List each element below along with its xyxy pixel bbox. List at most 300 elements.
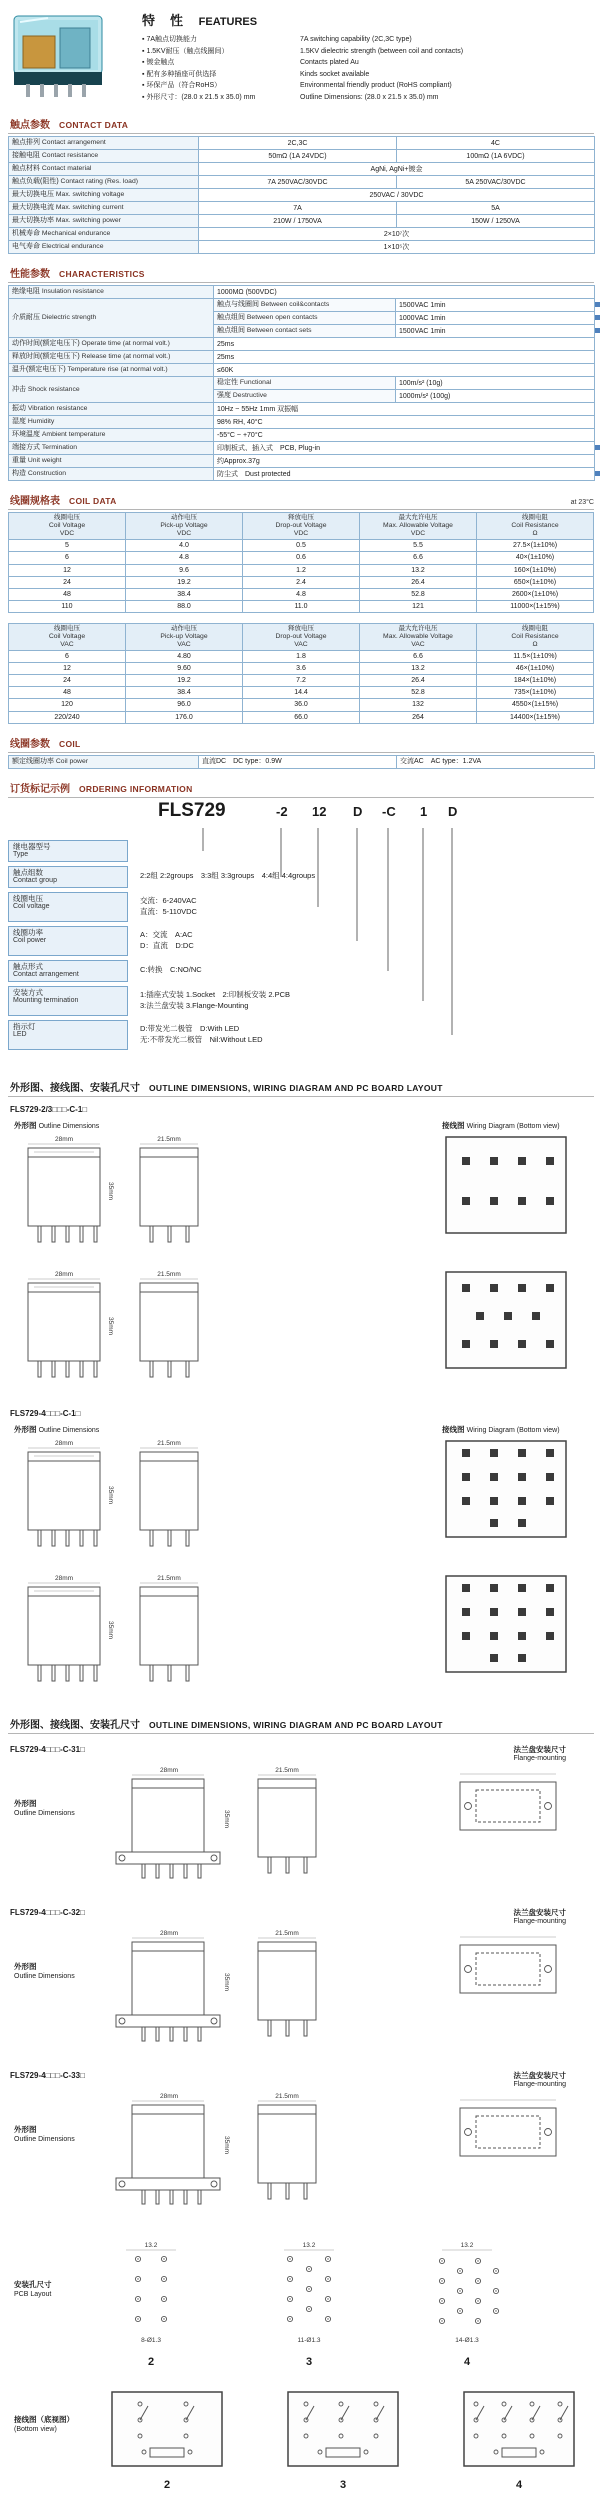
coil-power-table [8, 755, 595, 769]
svg-text:13.2: 13.2 [302, 2241, 316, 2249]
table-cell: 100mΩ (1A 6VDC) [397, 150, 595, 163]
table-cell: 温升(额定电压下) Temperature rise (at normal volt.) [9, 364, 214, 377]
table-cell: ≤60K [214, 364, 595, 377]
outline-front-view-drawing [14, 1133, 114, 1264]
section-title-contact-data [8, 115, 594, 134]
table-cell: 98% RH, 40°C [214, 416, 595, 429]
outline-side-view-drawing [246, 1927, 328, 2058]
table-row [9, 377, 595, 390]
table-cell: 10Hz ~ 55Hz 1mm 双振幅 [214, 403, 595, 416]
features-block [108, 10, 594, 103]
section-title-cn: 外形图、接线图、安装孔尺寸 [10, 1719, 140, 1731]
flange-mounting-label: 法兰盘安装尺寸 Flange-mounting [513, 1744, 566, 1762]
table-cell: 稳定性 Functional [214, 377, 396, 390]
table-cell: 11.5×(1±10%) [477, 651, 594, 663]
table-cell: 160×(1±10%) [477, 564, 594, 576]
svg-text:35mm: 35mm [107, 1181, 114, 1200]
table-row [9, 564, 594, 576]
ordering-row-contact-form [8, 960, 594, 982]
table-cell: 6.6 [360, 552, 477, 564]
table-cell: 1×10⁵次 [199, 241, 595, 254]
wiring-group [442, 1572, 570, 1681]
table-row [9, 540, 594, 552]
table-row [9, 651, 594, 663]
table-cell: 14400×(1±15%) [477, 711, 594, 723]
section-title-ordering [8, 779, 594, 798]
col-header: 最大允许电压 Max. Allowable Voltage VAC [360, 623, 477, 650]
table-cell: 7A [199, 202, 397, 215]
pcb-hole-pattern-drawing [108, 2239, 194, 2354]
model-row [10, 1744, 592, 1762]
svg-text:14-Ø1.3: 14-Ø1.3 [455, 2336, 479, 2344]
svg-text:28mm: 28mm [159, 1929, 179, 1937]
model-code: FLS729-2/3□□□-C-1□ [10, 1104, 88, 1114]
flange-mounting-label: 法兰盘安装尺寸 Flange-mounting [513, 1907, 566, 1925]
col-header: 线圈电压 Coil Voltage VDC [9, 513, 126, 540]
wiring-group [442, 1422, 570, 1546]
pole-count-label: 4 [515, 2478, 523, 2491]
svg-text:35mm: 35mm [223, 1809, 230, 1828]
wiring-schematic-4c [460, 2388, 578, 2491]
table-cell: 150W / 1250VA [397, 215, 595, 228]
table-cell: 121 [360, 600, 477, 612]
outline-views-group [14, 1422, 210, 1568]
feature-item: ▪ 镀金触点 [142, 57, 300, 69]
table-row [9, 176, 595, 189]
table-cell: 动作时间(额定电压下) Operate time (at normal volt.) [9, 338, 214, 351]
table-row [9, 228, 595, 241]
wiring-schematic-drawing [460, 2388, 578, 2477]
outline-side-view-drawing [128, 1572, 210, 1703]
table-cell: 132 [360, 699, 477, 711]
table-cell: 最大切换电压 Max. switching voltage [9, 189, 199, 202]
table-cell: 264 [360, 711, 477, 723]
svg-text:28mm: 28mm [54, 1439, 74, 1447]
ordering-code-contact: -C [382, 803, 396, 819]
table-cell: 19.2 [126, 576, 243, 588]
table-cell: 1500VAC 1min [396, 299, 595, 312]
table-row [9, 455, 595, 468]
table-cell: 6 [9, 552, 126, 564]
svg-text:21.5mm: 21.5mm [275, 2092, 299, 2100]
table-cell: 4.80 [126, 651, 243, 663]
outline-front-view-drawing [14, 1572, 114, 1703]
model-code: FLS729-4□□□-C-1□ [10, 1408, 81, 1418]
pcb-hole-pattern-drawing [266, 2239, 352, 2354]
pcb-pattern-2c [108, 2239, 194, 2368]
svg-text:21.5mm: 21.5mm [157, 1135, 181, 1143]
table-cell: 机械寿命 Mechanical endurance [9, 228, 199, 241]
ordering-row-label: 线圈电压 Coil voltage [8, 892, 128, 922]
table-cell: 38.4 [126, 588, 243, 600]
ordering-row-content: 交流：6-240VAC 直流：5-110VDC [140, 896, 197, 916]
table-cell: 触点排列 Contact arrangement [9, 137, 199, 150]
col-header: 线圈电阻 Coil Resistance Ω [477, 513, 594, 540]
table-cell: 触点组间 Between open contacts [214, 312, 396, 325]
outline-row [0, 1570, 602, 1705]
table-cell: 26.4 [360, 576, 477, 588]
table-cell: 2.4 [243, 576, 360, 588]
ordering-row-contact-group [8, 866, 594, 888]
ordering-row-content: C:转换 C:NO/NC [140, 965, 202, 975]
svg-text:21.5mm: 21.5mm [275, 1766, 299, 1774]
table-cell: 26.4 [360, 675, 477, 687]
table-row [9, 241, 595, 254]
table-row [9, 755, 595, 768]
wiring-bottom-view-4c-drawing [442, 1437, 570, 1546]
table-cell: 触点与线圈间 Between coil&contacts [214, 299, 396, 312]
table-cell: 振动 Vibration resistance [9, 403, 214, 416]
table-cell: 2600×(1±10%) [477, 588, 594, 600]
ordering-row-label: 继电器型号 Type [8, 840, 128, 862]
section-title-outline-2 [8, 1715, 594, 1734]
feature-item: Contacts plated Au [300, 59, 359, 67]
table-row [9, 429, 595, 442]
feature-item: 1.5KV dielectric strength (between coil and contacts) [300, 47, 464, 55]
table-row [9, 351, 595, 364]
svg-text:21.5mm: 21.5mm [157, 1270, 181, 1278]
pcb-layout-label: 安装孔尺寸 PCB Layout [14, 2279, 52, 2298]
table-cell: 强度 Destructive [214, 390, 396, 403]
wiring-group [442, 1118, 570, 1242]
outline-flange-front-drawing [108, 2090, 230, 2221]
table-cell: 绝缘电阻 Insulation resistance [9, 286, 214, 299]
svg-text:28mm: 28mm [159, 1766, 179, 1774]
table-cell: 4C [397, 137, 595, 150]
pcb-pattern-3c [266, 2239, 352, 2368]
table-cell: 环境温度 Ambient temperature [9, 429, 214, 442]
table-row [9, 137, 595, 150]
table-row [9, 468, 595, 481]
table-cell: 88.0 [126, 600, 243, 612]
table-cell: 46×(1±10%) [477, 663, 594, 675]
table-cell: 5 [9, 540, 126, 552]
blue-marker-icon [595, 471, 600, 476]
table-row [9, 576, 594, 588]
table-cell: 250VAC / 30VDC [199, 189, 595, 202]
section-title-en: OUTLINE DIMENSIONS, WIRING DIAGRAM AND PC BOARD LAYOUT [149, 1719, 443, 1730]
outline-front-view-drawing [14, 1268, 114, 1399]
table-cell: 11.0 [243, 600, 360, 612]
table-row [9, 189, 595, 202]
table-cell: 13.2 [360, 564, 477, 576]
model-code: FLS729-4□□□-C-31□ [10, 1744, 85, 1754]
table-cell: 184×(1±10%) [477, 675, 594, 687]
table-cell: 19.2 [126, 675, 243, 687]
model-row [10, 2070, 592, 2088]
table-cell: 36.0 [243, 699, 360, 711]
ordering-code-power: D [353, 803, 363, 819]
table-cell: 210W / 1750VA [199, 215, 397, 228]
bottom-wiring-label: 接线图（底视图） (Bottom view) [14, 2414, 74, 2433]
table-cell: 介质耐压 Dielectric strength [9, 299, 214, 338]
table-cell: 24 [9, 576, 126, 588]
ordering-row-label: 安装方式 Mounting termination [8, 986, 128, 1016]
table-cell: 4550×(1±15%) [477, 699, 594, 711]
table-row [9, 215, 595, 228]
ordering-row-type [8, 840, 594, 862]
pcb-pattern-4c [424, 2239, 510, 2368]
table-cell: 24 [9, 675, 126, 687]
table-cell: 触点组间 Between contact sets [214, 325, 396, 338]
table-cell: 约Approx.37g [214, 455, 595, 468]
table-cell: 湿度 Humidity [9, 416, 214, 429]
blue-marker-icon [595, 445, 600, 450]
wiring-schematic-drawing [108, 2388, 226, 2477]
table-header-row [9, 513, 594, 540]
svg-text:35mm: 35mm [107, 1316, 114, 1335]
ordering-code-led: D [448, 803, 458, 819]
svg-text:35mm: 35mm [223, 1972, 230, 1991]
wiring-bottom-view-4c-drawing [442, 1572, 570, 1681]
table-cell: 3.6 [243, 663, 360, 675]
col-header: 释放电压 Drop-out Voltage VAC [243, 623, 360, 650]
table-row [9, 600, 594, 612]
wiring-bottom-view-2c-drawing [442, 1133, 570, 1242]
ordering-code-group: -2 [276, 803, 288, 819]
contact-data-table [8, 136, 595, 254]
outline-label: 外形图 Outline Dimensions [14, 1424, 100, 1434]
table-cell: -55°C ~ +70°C [214, 429, 595, 442]
table-cell: 释放时间(额定电压下) Release time (at normal volt.) [9, 351, 214, 364]
characteristics-table-wrap [0, 285, 602, 481]
outline-side-view-drawing [128, 1437, 210, 1568]
flange-mounting-dim-drawing [448, 1764, 570, 1851]
outline-row [0, 1116, 602, 1266]
feature-item: ▪ 配有多种插座可供选择 [142, 69, 300, 81]
ordering-row-label: 指示灯 LED [8, 1020, 128, 1050]
table-cell: 52.8 [360, 588, 477, 600]
feature-item: ▪ 1.5KV耐压（触点线圈间） [142, 46, 300, 58]
table-cell: 48 [9, 588, 126, 600]
top-section [0, 0, 602, 105]
table-cell: 12 [9, 663, 126, 675]
table-cell: 48 [9, 687, 126, 699]
ordering-row-label: 触点组数 Contact group [8, 866, 128, 888]
col-header: 线圈电压 Coil Voltage VAC [9, 623, 126, 650]
table-row [9, 687, 594, 699]
svg-text:13.2: 13.2 [460, 2241, 474, 2249]
table-cell: 176.0 [126, 711, 243, 723]
table-cell: 27.5×(1±10%) [477, 540, 594, 552]
ordering-diagram [8, 800, 594, 1068]
model-code: FLS729-4□□□-C-33□ [10, 2070, 85, 2080]
table-row [9, 150, 595, 163]
coil-data-note: at 23°C [570, 499, 594, 507]
table-row [9, 403, 595, 416]
table-row [9, 711, 594, 723]
table-cell: 7A 250VAC/30VDC [199, 176, 397, 189]
table-cell: 52.8 [360, 687, 477, 699]
wiring-schematic-drawing [284, 2388, 402, 2477]
ordering-row-coil-power [8, 926, 594, 956]
flange-mounting-label: 法兰盘安装尺寸 Flange-mounting [513, 2070, 566, 2088]
ordering-row-label: 线圈功率 Coil power [8, 926, 128, 956]
blue-marker-icon [595, 315, 600, 320]
relay-product-photo [8, 10, 108, 100]
table-cell: 650×(1±10%) [477, 576, 594, 588]
col-header: 动作电压 Pick-up Voltage VAC [126, 623, 243, 650]
table-cell: 1000m/s² (100g) [396, 390, 595, 403]
col-header: 动作电压 Pick-up Voltage VDC [126, 513, 243, 540]
section-title-outline-1 [8, 1078, 594, 1097]
outline-views-group [14, 1268, 210, 1399]
section-title-cn: 订货标记示例 [10, 783, 70, 795]
outline-row [0, 1420, 602, 1570]
section-title-en: ORDERING INFORMATION [79, 783, 193, 794]
outline-flange-front-drawing [108, 1927, 230, 2058]
ordering-row-label: 触点形式 Contact arrangement [8, 960, 128, 982]
outline-side-view-drawing [246, 2090, 328, 2221]
svg-text:28mm: 28mm [159, 2092, 179, 2100]
section-title-cn: 线圈参数 [10, 738, 50, 750]
svg-text:28mm: 28mm [54, 1574, 74, 1582]
section-title-coil-data [8, 491, 594, 510]
features-columns [142, 34, 594, 103]
outline-side-view-drawing [246, 1764, 328, 1895]
outline-label: 外形图 Outline Dimensions [14, 2124, 75, 2143]
wiring-schematic-2c [108, 2388, 226, 2491]
table-cell: AgNi, AgNi+镀金 [199, 163, 595, 176]
svg-text:28mm: 28mm [54, 1135, 74, 1143]
table-cell: 接触电阻 Contact resistance [9, 150, 199, 163]
table-cell: 25ms [214, 351, 595, 364]
ordering-code-type: FLS729 [158, 799, 226, 821]
table-row [9, 338, 595, 351]
table-cell: 220/240 [9, 711, 126, 723]
table-cell: 5A 250VAC/30VDC [397, 176, 595, 189]
table-header-row [9, 623, 594, 650]
table-cell: 6.6 [360, 651, 477, 663]
table-cell: 25ms [214, 338, 595, 351]
characteristics-table [8, 285, 595, 481]
table-cell: 构造 Construction [9, 468, 214, 481]
table-cell: 额定线圈功率 Coil power [9, 755, 199, 768]
wiring-bottom-view-3c-drawing [442, 1268, 570, 1377]
feature-item: Environmental friendly product (RoHS compliant) [300, 82, 452, 90]
wiring-group [442, 1268, 570, 1377]
svg-text:35mm: 35mm [223, 2135, 230, 2154]
outline-label: 外形图 Outline Dimensions [14, 1961, 75, 1980]
table-row [9, 663, 594, 675]
feature-item: ▪ 环保产品（符合RoHS） [142, 80, 300, 92]
table-cell: 735×(1±10%) [477, 687, 594, 699]
table-row [9, 202, 595, 215]
coil-data-ac-table [8, 623, 594, 724]
svg-text:21.5mm: 21.5mm [157, 1439, 181, 1447]
table-cell: 4.0 [126, 540, 243, 552]
features-title-en: FEATURES [198, 16, 258, 28]
table-cell: 13.2 [360, 663, 477, 675]
section-title-characteristics [8, 264, 594, 283]
outline-row [0, 1266, 602, 1401]
section-title-en: CONTACT DATA [59, 120, 129, 131]
table-row [9, 442, 595, 455]
svg-text:35mm: 35mm [107, 1620, 114, 1639]
table-row [9, 416, 595, 429]
table-cell: 防尘式 Dust protected [214, 468, 595, 481]
table-cell: 110 [9, 600, 126, 612]
pole-count-label: 2 [147, 2355, 155, 2368]
table-cell: 1000MΩ (500VDC) [214, 286, 595, 299]
pcb-layout-row [0, 2237, 602, 2370]
table-cell: 1.8 [243, 651, 360, 663]
table-cell: 最大切换功率 Max. switching power [9, 215, 199, 228]
table-cell: 印制板式、插入式 PCB, Plug-in [214, 442, 595, 455]
table-cell: 2C,3C [199, 137, 397, 150]
flange-mounting-dim-drawing [448, 2090, 570, 2177]
outline-views-group [14, 1118, 210, 1264]
table-cell: 最大切换电流 Max. switching current [9, 202, 199, 215]
section-title-cn: 触点参数 [10, 120, 50, 132]
table-cell: 120 [9, 699, 126, 711]
feature-item: 7A switching capability (2C,3C type) [300, 36, 412, 43]
table-cell: 11000×(1±15%) [477, 600, 594, 612]
model-code: FLS729-4□□□-C-32□ [10, 1907, 85, 1917]
model-row [10, 1907, 592, 1925]
section-title-cn: 性能参数 [10, 269, 50, 281]
table-cell: 4.8 [126, 552, 243, 564]
ordering-row-content: A：交流 A:AC D：直流 D:DC [140, 930, 194, 950]
features-list-en [300, 34, 594, 103]
outline-row [0, 1762, 602, 1897]
table-cell: 0.5 [243, 540, 360, 552]
svg-text:13.2: 13.2 [144, 2241, 158, 2249]
outline-side-view-drawing [128, 1268, 210, 1399]
svg-text:8-Ø1.3: 8-Ø1.3 [141, 2336, 161, 2344]
col-header: 线圈电阻 Coil Resistance Ω [477, 623, 594, 650]
coil-data-dc-table [8, 512, 594, 613]
table-cell: 1.2 [243, 564, 360, 576]
table-cell: 12 [9, 564, 126, 576]
table-cell: 100m/s² (10g) [396, 377, 595, 390]
features-title [142, 10, 594, 29]
table-cell: 50mΩ (1A 24VDC) [199, 150, 397, 163]
outline-side-view-drawing [128, 1133, 210, 1264]
col-header: 释放电压 Drop-out Voltage VDC [243, 513, 360, 540]
wiring-schematic-3c [284, 2388, 402, 2491]
table-cell: 触点负载(阻性) Contact rating (Res. load) [9, 176, 199, 189]
table-cell: 7.2 [243, 675, 360, 687]
svg-text:28mm: 28mm [54, 1270, 74, 1278]
blue-marker-icon [595, 328, 600, 333]
section-title-en: OUTLINE DIMENSIONS, WIRING DIAGRAM AND PC BOARD LAYOUT [149, 1082, 443, 1093]
table-cell: 38.4 [126, 687, 243, 699]
table-cell: 9.6 [126, 564, 243, 576]
outline-label: 外形图 Outline Dimensions [14, 1120, 100, 1130]
bottom-wiring-row [0, 2386, 602, 2493]
ordering-code-voltage: 12 [312, 803, 327, 819]
table-cell: 6 [9, 651, 126, 663]
wiring-label: 接线图 Wiring Diagram (Bottom view) [442, 1424, 560, 1434]
svg-text:11-Ø1.3: 11-Ø1.3 [297, 2336, 321, 2344]
section-title-cn: 外形图、接线图、安装孔尺寸 [10, 1082, 140, 1094]
section-title-en: COIL DATA [69, 496, 117, 507]
pole-count-label: 4 [463, 2355, 471, 2368]
table-cell: 冲击 Shock resistance [9, 377, 214, 403]
ordering-row-coil-voltage [8, 892, 594, 922]
feature-item: ▪ 外形尺寸：(28.0 x 21.5 x 35.0) mm [142, 92, 300, 104]
ordering-row-content: 1:插座式安装 1.Socket 2:印制板安装 2.PCB 3:法兰盘安装 3.Flange-Mounting [140, 990, 291, 1010]
outline-front-view-drawing [14, 1437, 114, 1568]
table-cell: 1000VAC 1min [396, 312, 595, 325]
features-list-cn [142, 34, 300, 103]
feature-item: Kinds socket available [300, 70, 370, 78]
svg-text:21.5mm: 21.5mm [157, 1574, 181, 1582]
table-cell: 端接方式 Termination [9, 442, 214, 455]
table-cell: 9.60 [126, 663, 243, 675]
table-cell: 电气寿命 Electrical endurance [9, 241, 199, 254]
